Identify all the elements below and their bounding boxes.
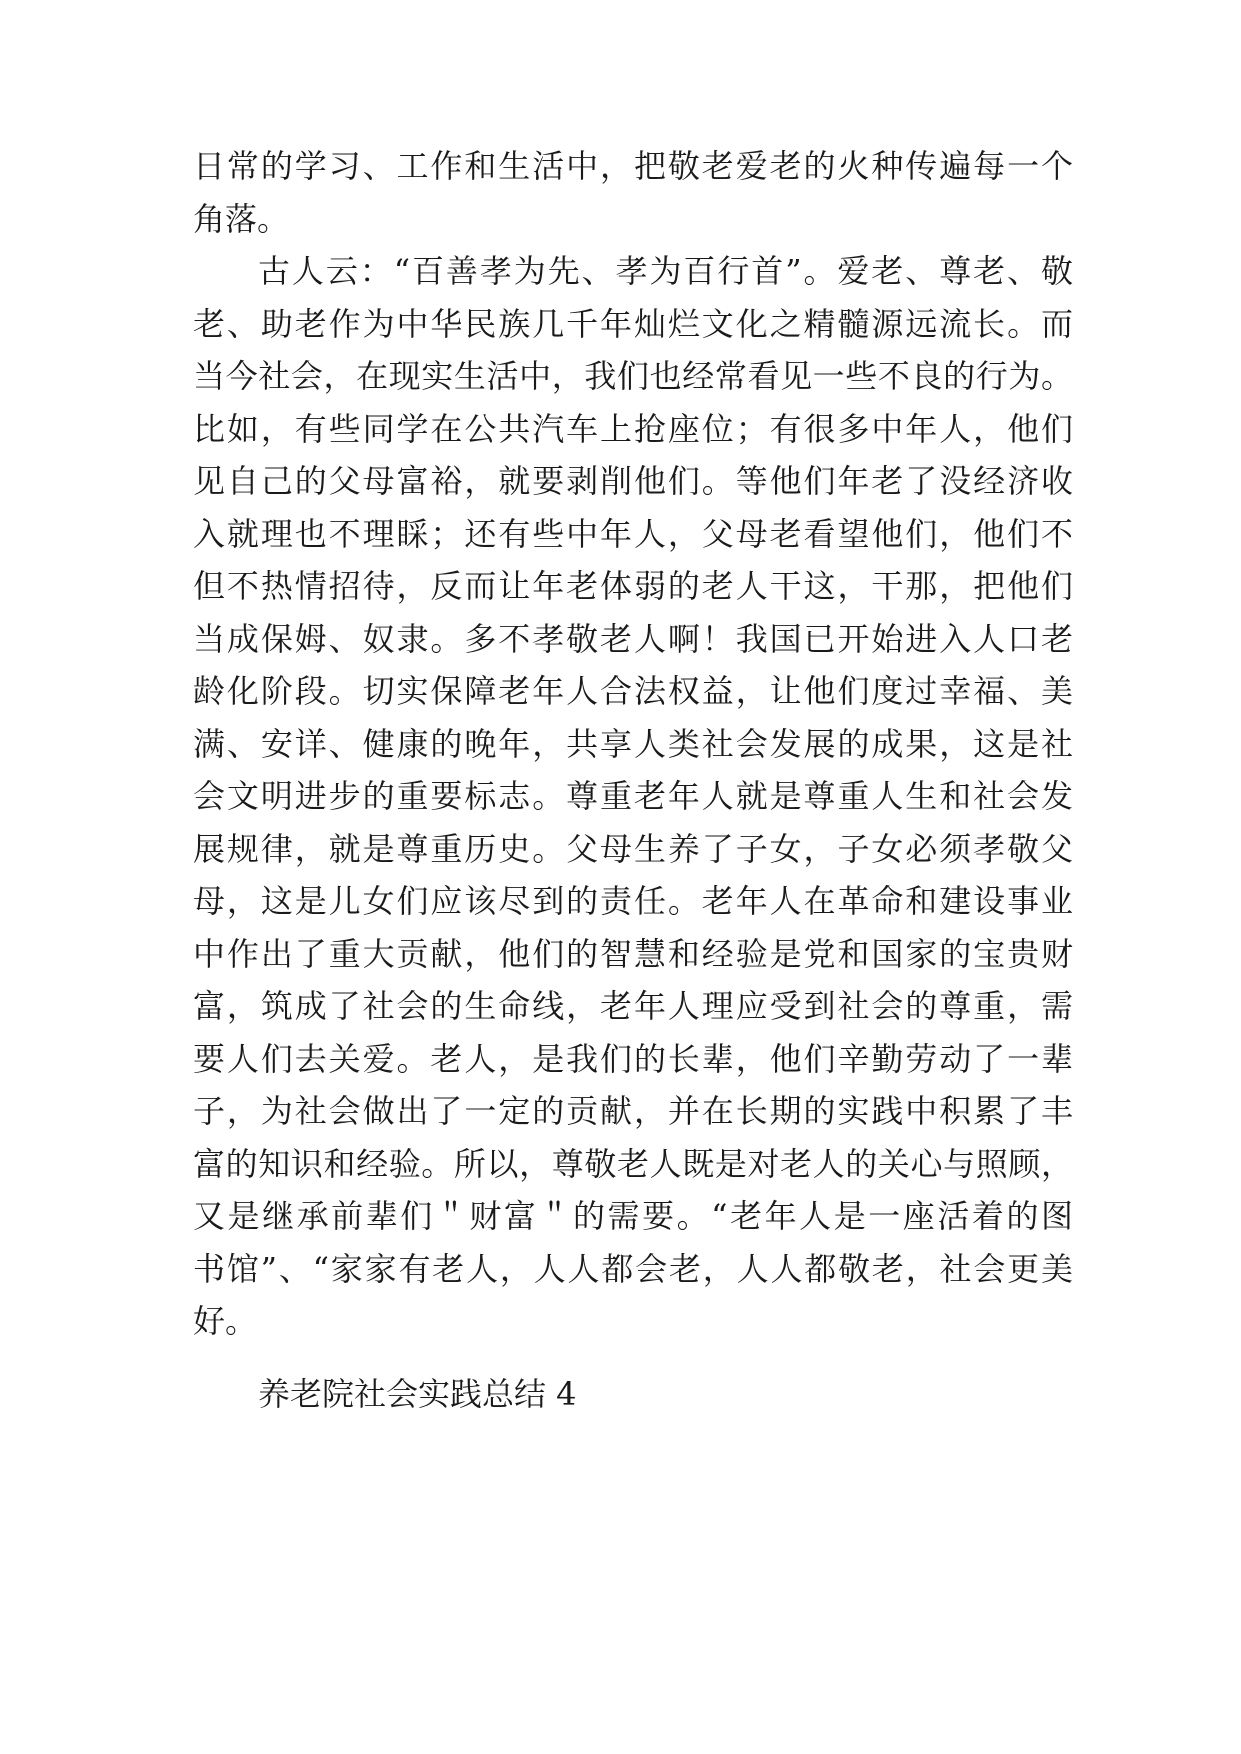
paragraph-2-line: 中作出了重大贡献，他们的智慧和经验是党和国家的宝贵财 (193, 935, 1073, 973)
paragraph-2-line: 入就理也不理睬；还有些中年人，父母老看望他们，他们不 (193, 515, 1073, 553)
section-heading: 养老院社会实践总结 4 (258, 1375, 577, 1413)
paragraph-1-line: 日常的学习、工作和生活中，把敬老爱老的火种传遍每一个 (193, 147, 1073, 185)
paragraph-2-line: 当成保姆、奴隶。多不孝敬老人啊！我国已开始进入人口老 (193, 620, 1073, 658)
paragraph-2-line: 要人们去关爱。老人，是我们的长辈，他们辛勤劳动了一辈 (193, 1040, 1073, 1078)
paragraph-2-line: 龄化阶段。切实保障老年人合法权益，让他们度过幸福、美 (193, 672, 1073, 710)
paragraph-2-line: 富的知识和经验。所以，尊敬老人既是对老人的关心与照顾， (193, 1145, 1073, 1183)
paragraph-2-line: 又是继承前辈们＂财富＂的需要。“老年人是一座活着的图 (193, 1197, 1073, 1235)
paragraph-2-line: 子，为社会做出了一定的贡献，并在长期的实践中积累了丰 (193, 1092, 1073, 1130)
paragraph-2-line: 书馆”、“家家有老人，人人都会老，人人都敬老，社会更美 (193, 1250, 1073, 1288)
paragraph-2-line: 比如，有些同学在公共汽车上抢座位；有很多中年人，他们 (193, 410, 1073, 448)
paragraph-2-line: 老、助老作为中华民族几千年灿烂文化之精髓源远流长。而 (193, 305, 1073, 343)
paragraph-2-line: 当今社会，在现实生活中，我们也经常看见一些不良的行为。 (193, 357, 1073, 395)
paragraph-2-line: 见自己的父母富裕，就要剥削他们。等他们年老了没经济收 (193, 462, 1073, 500)
paragraph-2-line: 古人云：“百善孝为先、孝为百行首”。爱老、尊老、敬 (258, 252, 1073, 290)
paragraph-2-line: 满、安详、健康的晚年，共享人类社会发展的成果，这是社 (193, 725, 1073, 763)
paragraph-1-line: 角落。 (193, 200, 290, 238)
paragraph-2-line: 但不热情招待，反而让年老体弱的老人干这，干那，把他们 (193, 567, 1073, 605)
paragraph-2-line: 富，筑成了社会的生命线，老年人理应受到社会的尊重，需 (193, 987, 1073, 1025)
paragraph-2-line: 母，这是儿女们应该尽到的责任。老年人在革命和建设事业 (193, 882, 1073, 920)
paragraph-2-line: 好。 (193, 1302, 258, 1340)
paragraph-2-line: 会文明进步的重要标志。尊重老年人就是尊重人生和社会发 (193, 777, 1073, 815)
paragraph-2-line: 展规律，就是尊重历史。父母生养了子女，子女必须孝敬父 (193, 830, 1073, 868)
